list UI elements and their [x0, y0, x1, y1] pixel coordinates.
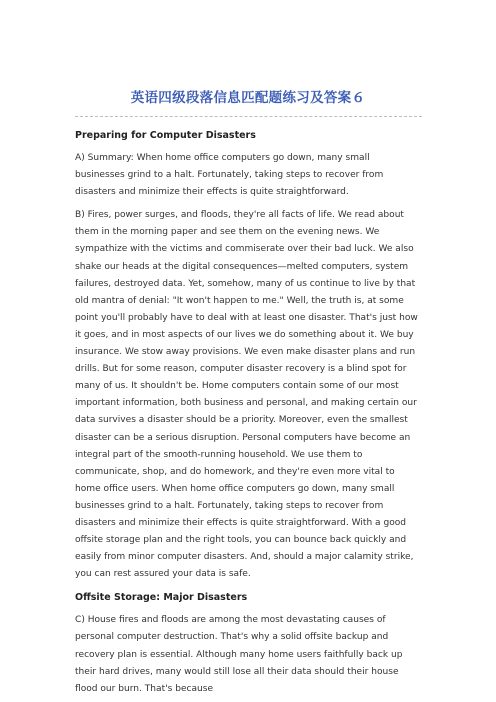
document-title: 英语四级段落信息匹配题练习及答案６: [130, 90, 366, 106]
document-body: [75, 127, 422, 698]
title-divider: [75, 116, 422, 117]
section-heading-offsite: Offsite Storage: Major Disasters: [75, 592, 248, 604]
paragraph-b: B) Fires, power surges, and floods, they're all facts of life. We read about them in the morning paper and see them on the evening news. We sympathize with the victims and commiserate over their bad luck. We also shake our heads at the digital consequences—melted computers, system failures, destroyed data. Yet, somehow, many of us continue to live by that old mantra of denial: "It won't happen to me." Well, the truth is, at some point you'll probably have to deal with at least one disaster. That's just how it goes, and in most aspects of our lives we do something about it. We buy insurance. We stow away provisions. We even make disaster plans and run drills. But for some reason, computer disaster recovery is a blind spot for many of us. It shouldn't be. Home computers contain some of our most important information, both business and personal, and making certain our data survives a disaster should be a priority. Moreover, even the smallest disaster can be a serious disruption. Personal computers have become an integral part of the smooth-running household. We use them to communicate, shop, and do homework, and they're even more vital to home office users. When home office computers go down, many small businesses grind to a halt. Fortunately, taking steps to recover from disasters and minimize their effects is quite straightforward. With a good offsite storage plan and the right tools, you can bounce back quickly and easily from minor computer disasters. And, should a major calamity strike, you can rest assured your data is safe.: [75, 210, 418, 580]
paragraph-a: A) Summary: When home office computers go down, many small businesses grind to a halt. Fortunately, taking steps to recover from disasters and minimize their effects is quite straightforward.: [75, 153, 384, 198]
section-heading-preparing: Preparing for Computer Disasters: [75, 130, 256, 141]
paragraph-c: C) House fires and floods are among the most devastating causes of personal computer destruction. That's why a solid offsite backup and recovery plan is essential. Although many home users faithfully back up their hard drives, many would still lose all their data should their house flood our burn. That's because: [75, 615, 403, 694]
